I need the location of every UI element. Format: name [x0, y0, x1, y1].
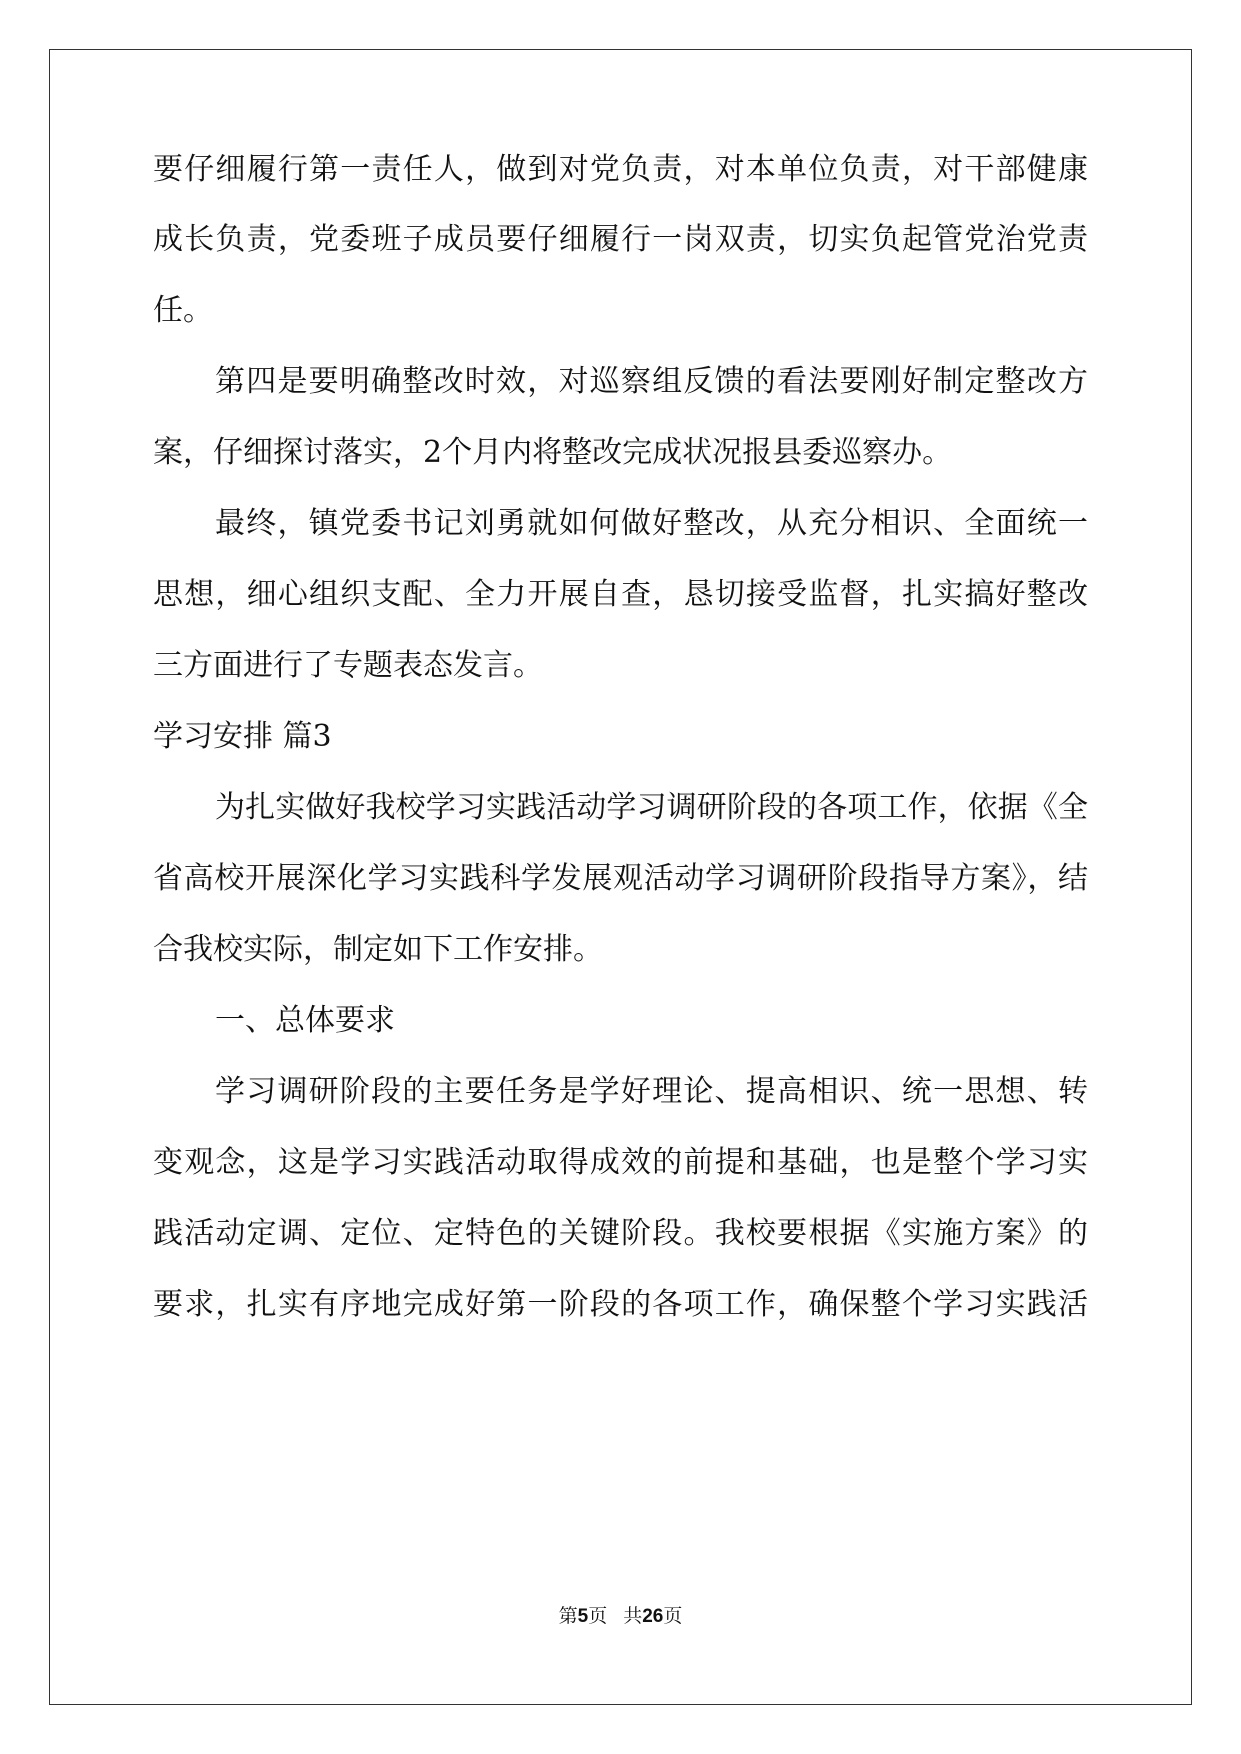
footer-prefix: 第: [558, 1606, 578, 1627]
body-line-17: 要求，扎实有序地完成好第一阶段的各项工作，确保整个学习实践活: [153, 1287, 1088, 1322]
body-line-1: 要仔细履行第一责任人，做到对党负责，对本单位负责，对干部健康: [153, 152, 1088, 187]
section-heading: 学习安排 篇3: [153, 719, 332, 754]
subsection-heading: 一、总体要求: [215, 1003, 395, 1038]
body-line-7: 思想，细心组织支配、全力开展自查，恳切接受监督，扎实搞好整改: [153, 577, 1088, 612]
footer-total-prefix: 共: [623, 1606, 643, 1627]
body-line-12: 合我校实际，制定如下工作安排。: [153, 932, 603, 967]
page-footer: [0, 1605, 1241, 1629]
footer-total-pages: 26: [642, 1606, 664, 1627]
body-line-15: 变观念，这是学习实践活动取得成效的前提和基础，也是整个学习实: [153, 1145, 1088, 1180]
body-line-11: 省高校开展深化学习实践科学发展观活动学习调研阶段指导方案》，结: [153, 861, 1088, 896]
footer-page-suffix: 页: [588, 1606, 608, 1627]
body-line-10: 为扎实做好我校学习实践活动学习调研阶段的各项工作，依据《全: [215, 790, 1088, 825]
body-line-16: 践活动定调、定位、定特色的关键阶段。我校要根据《实施方案》的: [153, 1216, 1088, 1251]
body-line-5: 案，仔细探讨落实，2个月内将整改完成状况报县委巡察办。: [153, 435, 953, 470]
body-line-14: 学习调研阶段的主要任务是学好理论、提高相识、统一思想、转: [215, 1074, 1088, 1109]
body-line-2: 成长负责，党委班子成员要仔细履行一岗双责，切实负起管党治党责: [153, 222, 1088, 257]
body-line-8: 三方面进行了专题表态发言。: [153, 648, 543, 683]
body-line-6: 最终，镇党委书记刘勇就如何做好整改，从充分相识、全面统一: [215, 506, 1088, 541]
body-line-3: 任。: [153, 293, 213, 328]
footer-total-suffix: 页: [663, 1606, 683, 1627]
footer-page-number: 5: [577, 1606, 589, 1627]
body-line-4: 第四是要明确整改时效，对巡察组反馈的看法要刚好制定整改方: [215, 364, 1088, 399]
